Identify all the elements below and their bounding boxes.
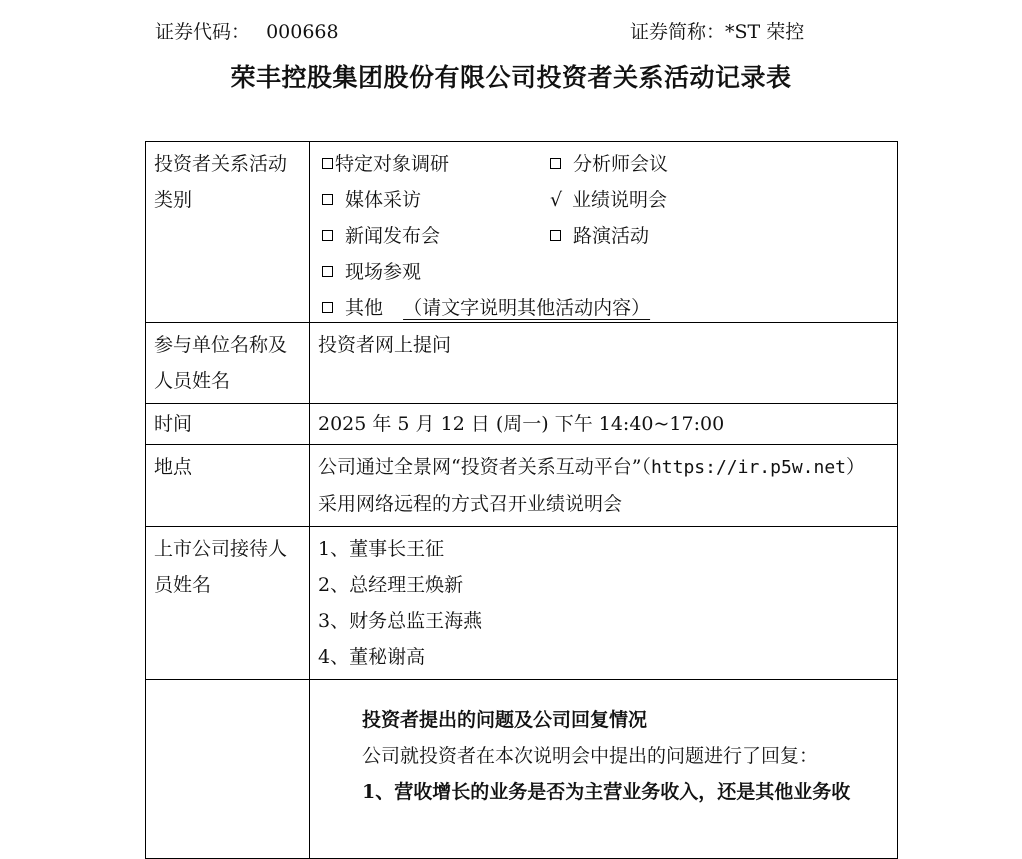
option-analyst-meeting[interactable]: 分析师会议 — [550, 146, 668, 182]
time-label: 时间 — [146, 404, 310, 445]
row-hosts — [146, 527, 898, 680]
checkmark-icon: √ — [550, 189, 563, 211]
other-activity-note: （请文字说明其他活动内容） — [403, 297, 651, 319]
row-time — [146, 404, 898, 445]
list-item: 2、总经理王焕新 — [318, 574, 464, 596]
participants-label: 参与单位名称及 人员姓名 — [146, 323, 310, 404]
row-activity-type — [146, 142, 898, 323]
location-label: 地点 — [146, 445, 310, 527]
checkbox-empty-icon — [550, 230, 561, 241]
row-participants — [146, 323, 898, 404]
qa-content — [310, 680, 898, 859]
platform-url: https://ir.p5w.net — [650, 457, 847, 478]
checkbox-empty-icon — [322, 230, 333, 241]
checkbox-empty-icon — [550, 158, 561, 169]
participants-value: 投资者网上提问 — [310, 323, 898, 404]
activity-record-table — [145, 141, 898, 859]
security-short-label: 证券简称： — [630, 21, 726, 43]
checkbox-empty-icon — [322, 194, 333, 205]
option-specific-research[interactable]: 特定对象调研 — [322, 146, 449, 182]
qa-label-empty — [146, 680, 310, 859]
security-code-value: 000668 — [266, 21, 339, 43]
checkbox-empty-icon — [322, 266, 333, 277]
checkbox-empty-icon — [322, 158, 333, 169]
option-earnings-briefing[interactable]: √ 业绩说明会 — [550, 182, 667, 218]
location-value: 公司通过全景网“投资者关系互动平台”（https://ir.p5w.net） 采用网络远程的方式召开业绩说明会 — [310, 445, 898, 527]
qa-heading: 投资者提出的问题及公司回复情况 — [362, 709, 648, 731]
option-site-visit[interactable]: 现场参观 — [322, 254, 421, 290]
activity-type-options — [310, 142, 898, 323]
row-location — [146, 445, 898, 527]
option-media-interview[interactable]: 媒体采访 — [322, 182, 421, 218]
list-item: 3、财务总监王海燕 — [318, 610, 483, 632]
security-short-value: *ST 荣控 — [725, 21, 805, 43]
security-short-name — [630, 18, 804, 46]
activity-type-label: 投资者关系活动 类别 — [146, 142, 310, 323]
hosts-label: 上市公司接待人 员姓名 — [146, 527, 310, 680]
checkbox-empty-icon — [322, 302, 333, 313]
security-code-label: 证券代码： — [155, 21, 251, 43]
option-other[interactable]: 其他 （请文字说明其他活动内容） — [322, 290, 650, 326]
list-item: 1、董事长王征 — [318, 538, 445, 560]
option-roadshow[interactable]: 路演活动 — [550, 218, 649, 254]
row-qa — [146, 680, 898, 859]
document-title: 荣丰控股集团股份有限公司投资者关系活动记录表 — [230, 63, 792, 92]
security-code — [155, 18, 339, 46]
list-item: 4、董秘谢高 — [318, 646, 426, 668]
qa-question-1: 1、营收增长的业务是否为主营业务收入，还是其他业务收 — [362, 781, 851, 803]
hosts-list — [310, 527, 898, 680]
time-value: 2025 年 5 月 12 日 (周一) 下午 14:40~17:00 — [310, 404, 898, 445]
option-press-conference[interactable]: 新闻发布会 — [322, 218, 440, 254]
qa-intro: 公司就投资者在本次说明会中提出的问题进行了回复： — [362, 745, 819, 767]
